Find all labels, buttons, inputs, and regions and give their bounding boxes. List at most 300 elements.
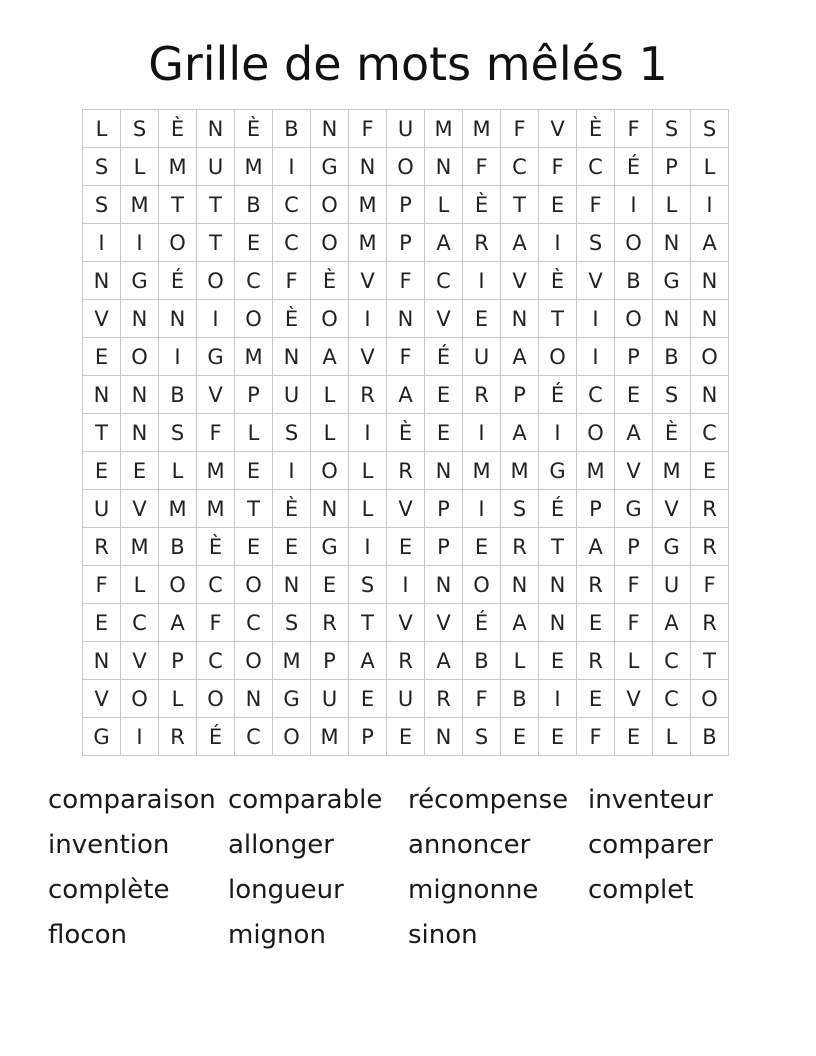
grid-cell[interactable]: L <box>349 490 387 528</box>
grid-cell[interactable]: R <box>425 680 463 718</box>
grid-cell[interactable]: É <box>425 338 463 376</box>
grid-cell[interactable]: S <box>159 414 197 452</box>
grid-cell[interactable]: E <box>387 718 425 756</box>
grid-cell[interactable]: C <box>653 642 691 680</box>
grid-cell[interactable]: E <box>425 376 463 414</box>
grid-cell[interactable]: I <box>349 528 387 566</box>
grid-cell[interactable]: G <box>197 338 235 376</box>
grid-cell[interactable]: S <box>121 110 159 148</box>
grid-cell[interactable]: È <box>311 262 349 300</box>
grid-cell[interactable]: N <box>121 300 159 338</box>
grid-cell[interactable]: I <box>83 224 121 262</box>
grid-cell[interactable]: M <box>121 186 159 224</box>
grid-cell[interactable]: O <box>311 186 349 224</box>
grid-cell[interactable]: R <box>463 224 501 262</box>
grid-cell[interactable]: G <box>311 528 349 566</box>
grid-cell[interactable]: A <box>501 224 539 262</box>
grid-cell[interactable]: N <box>425 452 463 490</box>
grid-cell[interactable]: I <box>349 300 387 338</box>
grid-cell[interactable]: I <box>121 718 159 756</box>
grid-cell[interactable]: O <box>539 338 577 376</box>
grid-cell[interactable]: C <box>235 718 273 756</box>
grid-cell[interactable]: G <box>653 528 691 566</box>
grid-cell[interactable]: M <box>197 490 235 528</box>
grid-cell[interactable]: P <box>425 490 463 528</box>
grid-cell[interactable]: R <box>691 604 729 642</box>
grid-cell[interactable]: L <box>653 186 691 224</box>
grid-cell[interactable]: E <box>83 604 121 642</box>
grid-cell[interactable]: A <box>159 604 197 642</box>
grid-cell[interactable]: O <box>387 148 425 186</box>
grid-cell[interactable]: O <box>159 224 197 262</box>
grid-cell[interactable]: G <box>539 452 577 490</box>
grid-cell[interactable]: C <box>273 186 311 224</box>
grid-cell[interactable]: M <box>653 452 691 490</box>
grid-cell[interactable]: B <box>501 680 539 718</box>
grid-cell[interactable]: L <box>425 186 463 224</box>
word-list-item: annoncer <box>408 830 531 860</box>
grid-cell[interactable]: È <box>539 262 577 300</box>
grid-cell[interactable]: C <box>501 148 539 186</box>
grid-cell[interactable]: F <box>387 262 425 300</box>
grid-cell[interactable]: T <box>197 186 235 224</box>
grid-cell[interactable]: A <box>501 604 539 642</box>
grid-cell[interactable]: N <box>425 148 463 186</box>
grid-cell[interactable]: A <box>311 338 349 376</box>
grid-cell[interactable]: L <box>159 680 197 718</box>
grid-cell[interactable]: N <box>349 148 387 186</box>
grid-cell[interactable]: S <box>273 604 311 642</box>
grid-cell[interactable]: S <box>501 490 539 528</box>
grid-cell[interactable]: M <box>235 338 273 376</box>
grid-cell[interactable]: R <box>501 528 539 566</box>
grid-cell[interactable]: L <box>691 148 729 186</box>
grid-cell[interactable]: O <box>121 680 159 718</box>
grid-cell[interactable]: N <box>83 642 121 680</box>
grid-cell[interactable]: S <box>273 414 311 452</box>
grid-cell[interactable]: A <box>691 224 729 262</box>
grid-cell[interactable]: N <box>653 224 691 262</box>
grid-cell[interactable]: I <box>539 680 577 718</box>
grid-cell[interactable]: G <box>121 262 159 300</box>
grid-cell[interactable]: E <box>463 300 501 338</box>
word-list-item: longueur <box>228 875 344 905</box>
grid-cell[interactable]: U <box>197 148 235 186</box>
grid-cell[interactable]: N <box>311 490 349 528</box>
grid-cell[interactable]: G <box>615 490 653 528</box>
grid-cell[interactable]: U <box>653 566 691 604</box>
grid-cell[interactable]: P <box>615 528 653 566</box>
grid-cell[interactable]: M <box>197 452 235 490</box>
grid-cell[interactable]: L <box>121 148 159 186</box>
grid-cell[interactable]: I <box>691 186 729 224</box>
grid-cell[interactable]: M <box>159 148 197 186</box>
grid-cell[interactable]: F <box>197 414 235 452</box>
grid-cell[interactable]: P <box>387 186 425 224</box>
grid-cell[interactable]: V <box>387 490 425 528</box>
grid-cell[interactable]: R <box>159 718 197 756</box>
grid-cell[interactable]: F <box>539 148 577 186</box>
grid-cell[interactable]: A <box>425 642 463 680</box>
grid-cell[interactable]: M <box>463 452 501 490</box>
grid-cell[interactable]: F <box>691 566 729 604</box>
grid-cell[interactable]: P <box>501 376 539 414</box>
grid-cell[interactable]: O <box>311 224 349 262</box>
grid-cell[interactable]: L <box>235 414 273 452</box>
grid-cell[interactable]: I <box>615 186 653 224</box>
grid-cell[interactable]: F <box>501 110 539 148</box>
grid-cell[interactable]: P <box>653 148 691 186</box>
grid-cell[interactable]: I <box>463 262 501 300</box>
grid-cell[interactable]: P <box>349 718 387 756</box>
grid-cell[interactable]: M <box>577 452 615 490</box>
grid-cell[interactable]: T <box>539 528 577 566</box>
grid-cell[interactable]: E <box>691 452 729 490</box>
grid-cell[interactable]: N <box>273 338 311 376</box>
grid-cell[interactable]: R <box>349 376 387 414</box>
grid-cell[interactable]: O <box>311 452 349 490</box>
word-list-item: inventeur <box>588 785 713 815</box>
grid-cell[interactable]: M <box>159 490 197 528</box>
grid-cell[interactable]: C <box>121 604 159 642</box>
word-list-item: mignonne <box>408 875 539 905</box>
grid-cell[interactable]: A <box>501 338 539 376</box>
grid-cell[interactable]: E <box>463 528 501 566</box>
grid-cell[interactable]: R <box>577 642 615 680</box>
grid-cell[interactable]: É <box>615 148 653 186</box>
grid-cell[interactable]: O <box>463 566 501 604</box>
grid-cell[interactable]: R <box>577 566 615 604</box>
grid-cell[interactable]: U <box>311 680 349 718</box>
grid-cell[interactable]: I <box>273 148 311 186</box>
grid-cell[interactable]: O <box>235 642 273 680</box>
grid-cell[interactable]: E <box>83 452 121 490</box>
grid-cell[interactable]: U <box>463 338 501 376</box>
grid-cell[interactable]: É <box>539 376 577 414</box>
grid-cell[interactable]: N <box>425 718 463 756</box>
grid-cell[interactable]: L <box>311 414 349 452</box>
grid-cell[interactable]: V <box>197 376 235 414</box>
grid-cell[interactable]: I <box>463 414 501 452</box>
grid-cell[interactable]: N <box>197 110 235 148</box>
grid-cell[interactable]: A <box>653 604 691 642</box>
grid-cell[interactable]: C <box>577 148 615 186</box>
grid-cell[interactable]: M <box>235 148 273 186</box>
grid-cell[interactable]: V <box>425 604 463 642</box>
grid-cell[interactable]: N <box>235 680 273 718</box>
grid-cell[interactable]: È <box>235 110 273 148</box>
grid-cell[interactable]: E <box>387 528 425 566</box>
grid-cell[interactable]: B <box>615 262 653 300</box>
grid-cell[interactable]: N <box>311 110 349 148</box>
grid-cell[interactable]: B <box>691 718 729 756</box>
grid-cell[interactable]: È <box>577 110 615 148</box>
grid-cell[interactable]: V <box>615 452 653 490</box>
grid-cell[interactable]: I <box>577 300 615 338</box>
grid-cell[interactable]: I <box>121 224 159 262</box>
grid-cell[interactable]: B <box>273 110 311 148</box>
grid-cell[interactable]: N <box>273 566 311 604</box>
grid-cell[interactable]: M <box>349 224 387 262</box>
grid-cell[interactable]: E <box>501 718 539 756</box>
grid-cell[interactable]: I <box>197 300 235 338</box>
grid-cell[interactable]: E <box>539 186 577 224</box>
grid-cell[interactable]: O <box>577 414 615 452</box>
grid-cell[interactable]: U <box>273 376 311 414</box>
grid-cell[interactable]: F <box>615 566 653 604</box>
grid-cell[interactable]: T <box>539 300 577 338</box>
grid-cell[interactable]: S <box>653 110 691 148</box>
grid-cell[interactable]: O <box>159 566 197 604</box>
grid-cell[interactable]: G <box>311 148 349 186</box>
grid-cell[interactable]: T <box>83 414 121 452</box>
grid-cell[interactable]: É <box>463 604 501 642</box>
grid-cell[interactable]: V <box>121 490 159 528</box>
grid-cell[interactable]: È <box>159 110 197 148</box>
grid-cell[interactable]: É <box>159 262 197 300</box>
grid-cell[interactable]: A <box>577 528 615 566</box>
grid-cell[interactable]: M <box>121 528 159 566</box>
grid-cell[interactable]: S <box>577 224 615 262</box>
grid-cell[interactable]: F <box>463 148 501 186</box>
grid-cell[interactable]: N <box>501 566 539 604</box>
grid-cell[interactable]: O <box>121 338 159 376</box>
grid-cell[interactable]: E <box>615 718 653 756</box>
grid-cell[interactable]: N <box>121 376 159 414</box>
grid-cell[interactable]: U <box>387 110 425 148</box>
grid-cell[interactable]: E <box>311 566 349 604</box>
grid-cell[interactable]: R <box>691 528 729 566</box>
grid-cell[interactable]: È <box>273 300 311 338</box>
grid-cell[interactable]: N <box>501 300 539 338</box>
grid-cell[interactable]: O <box>197 680 235 718</box>
grid-cell[interactable]: S <box>691 110 729 148</box>
grid-cell[interactable]: V <box>425 300 463 338</box>
grid-cell[interactable]: M <box>463 110 501 148</box>
grid-cell[interactable]: V <box>577 262 615 300</box>
grid-cell[interactable]: B <box>159 528 197 566</box>
grid-cell[interactable]: N <box>387 300 425 338</box>
grid-cell[interactable]: M <box>425 110 463 148</box>
grid-cell[interactable]: O <box>615 224 653 262</box>
grid-cell[interactable]: L <box>501 642 539 680</box>
grid-cell[interactable]: L <box>159 452 197 490</box>
grid-cell[interactable]: T <box>197 224 235 262</box>
grid-cell[interactable]: L <box>653 718 691 756</box>
grid-cell[interactable]: A <box>425 224 463 262</box>
grid-cell[interactable]: F <box>349 110 387 148</box>
grid-cell[interactable]: U <box>387 680 425 718</box>
grid-cell[interactable]: È <box>463 186 501 224</box>
grid-cell[interactable]: S <box>349 566 387 604</box>
grid-cell[interactable]: T <box>159 186 197 224</box>
grid-row <box>83 528 729 566</box>
grid-cell[interactable]: N <box>539 604 577 642</box>
grid-cell[interactable]: E <box>235 528 273 566</box>
grid-cell[interactable]: É <box>197 718 235 756</box>
grid-cell[interactable]: B <box>653 338 691 376</box>
grid-cell[interactable]: F <box>197 604 235 642</box>
grid-cell[interactable]: E <box>539 718 577 756</box>
grid-cell[interactable]: N <box>83 376 121 414</box>
grid-cell[interactable]: C <box>235 604 273 642</box>
grid-cell[interactable]: N <box>691 262 729 300</box>
grid-cell[interactable]: R <box>387 452 425 490</box>
grid-cell[interactable]: I <box>539 414 577 452</box>
grid-cell[interactable]: F <box>273 262 311 300</box>
grid-cell[interactable]: F <box>615 604 653 642</box>
grid-cell[interactable]: È <box>273 490 311 528</box>
grid-cell[interactable]: V <box>121 642 159 680</box>
grid-cell[interactable]: I <box>577 338 615 376</box>
grid-cell[interactable]: G <box>83 718 121 756</box>
grid-cell[interactable]: L <box>349 452 387 490</box>
grid-row <box>83 110 729 148</box>
grid-cell[interactable]: I <box>387 566 425 604</box>
grid-cell[interactable]: C <box>577 376 615 414</box>
grid-cell[interactable]: E <box>349 680 387 718</box>
grid-cell[interactable]: T <box>235 490 273 528</box>
grid-cell[interactable]: V <box>349 262 387 300</box>
grid-cell[interactable]: A <box>349 642 387 680</box>
grid-cell[interactable]: I <box>539 224 577 262</box>
grid-cell[interactable]: C <box>235 262 273 300</box>
grid-cell[interactable]: F <box>83 566 121 604</box>
grid-cell[interactable]: È <box>387 414 425 452</box>
grid-cell[interactable]: P <box>235 376 273 414</box>
grid-cell[interactable]: E <box>235 452 273 490</box>
grid-cell[interactable]: M <box>501 452 539 490</box>
grid-cell[interactable]: N <box>653 300 691 338</box>
grid-cell[interactable]: V <box>387 604 425 642</box>
grid-cell[interactable]: O <box>197 262 235 300</box>
grid-cell[interactable]: V <box>83 680 121 718</box>
grid-cell[interactable]: F <box>615 110 653 148</box>
grid-cell[interactable]: U <box>83 490 121 528</box>
grid-cell[interactable]: L <box>121 566 159 604</box>
grid-cell[interactable]: T <box>349 604 387 642</box>
grid-cell[interactable]: G <box>653 262 691 300</box>
grid-cell[interactable]: G <box>273 680 311 718</box>
grid-cell[interactable]: E <box>121 452 159 490</box>
grid-cell[interactable]: E <box>577 680 615 718</box>
grid-cell[interactable]: R <box>691 490 729 528</box>
grid-cell[interactable]: I <box>273 452 311 490</box>
grid-cell[interactable]: I <box>349 414 387 452</box>
grid-cell[interactable]: F <box>387 338 425 376</box>
grid-cell[interactable]: È <box>653 414 691 452</box>
grid-cell[interactable]: N <box>691 376 729 414</box>
grid-cell[interactable]: S <box>653 376 691 414</box>
grid-cell[interactable]: I <box>463 490 501 528</box>
grid-cell[interactable]: A <box>501 414 539 452</box>
grid-cell[interactable]: C <box>197 566 235 604</box>
grid-cell[interactable]: S <box>83 148 121 186</box>
grid-cell[interactable]: O <box>691 680 729 718</box>
grid-cell[interactable]: B <box>235 186 273 224</box>
grid-cell[interactable]: S <box>83 186 121 224</box>
grid-cell[interactable]: V <box>539 110 577 148</box>
grid-cell[interactable]: V <box>653 490 691 528</box>
grid-cell[interactable]: O <box>273 718 311 756</box>
grid-cell[interactable]: O <box>615 300 653 338</box>
grid-cell[interactable]: O <box>311 300 349 338</box>
grid-cell[interactable]: N <box>83 262 121 300</box>
grid-cell[interactable]: V <box>349 338 387 376</box>
grid-cell[interactable]: E <box>235 224 273 262</box>
grid-cell[interactable]: A <box>387 376 425 414</box>
grid-cell[interactable]: P <box>425 528 463 566</box>
grid-cell[interactable]: V <box>615 680 653 718</box>
grid-cell[interactable]: C <box>273 224 311 262</box>
grid-cell[interactable]: E <box>83 338 121 376</box>
grid-cell[interactable]: C <box>691 414 729 452</box>
grid-cell[interactable]: R <box>387 642 425 680</box>
grid-cell[interactable]: P <box>387 224 425 262</box>
grid-cell[interactable]: T <box>501 186 539 224</box>
page-title: Grille de mots mêlés 1 <box>148 37 668 91</box>
grid-cell[interactable]: N <box>691 300 729 338</box>
grid-cell[interactable]: R <box>311 604 349 642</box>
grid-cell[interactable]: L <box>615 642 653 680</box>
grid-cell[interactable]: E <box>425 414 463 452</box>
grid-cell[interactable]: F <box>577 186 615 224</box>
grid-cell[interactable]: F <box>577 718 615 756</box>
grid-cell[interactable]: M <box>273 642 311 680</box>
grid-cell[interactable]: E <box>577 604 615 642</box>
grid-cell[interactable]: C <box>197 642 235 680</box>
word-list-item: mignon <box>228 920 326 950</box>
grid-cell[interactable]: E <box>273 528 311 566</box>
grid-row <box>83 718 729 756</box>
grid-cell[interactable]: P <box>311 642 349 680</box>
grid-cell[interactable]: N <box>159 300 197 338</box>
grid-cell[interactable]: C <box>653 680 691 718</box>
grid-cell[interactable]: R <box>463 376 501 414</box>
grid-cell[interactable]: I <box>159 338 197 376</box>
grid-cell[interactable]: E <box>539 642 577 680</box>
grid-cell[interactable]: N <box>121 414 159 452</box>
grid-cell[interactable]: A <box>615 414 653 452</box>
grid-cell[interactable]: V <box>501 262 539 300</box>
grid-cell[interactable]: N <box>425 566 463 604</box>
grid-cell[interactable]: R <box>83 528 121 566</box>
grid-cell[interactable]: M <box>349 186 387 224</box>
grid-cell[interactable]: T <box>691 642 729 680</box>
grid-cell[interactable]: B <box>463 642 501 680</box>
grid-cell[interactable]: P <box>615 338 653 376</box>
grid-cell[interactable]: V <box>83 300 121 338</box>
grid-cell[interactable]: P <box>159 642 197 680</box>
grid-cell[interactable]: È <box>197 528 235 566</box>
grid-cell[interactable]: M <box>311 718 349 756</box>
grid-cell[interactable]: F <box>463 680 501 718</box>
grid-cell[interactable]: E <box>615 376 653 414</box>
grid-cell[interactable]: B <box>159 376 197 414</box>
grid-cell[interactable]: N <box>539 566 577 604</box>
grid-cell[interactable]: O <box>235 566 273 604</box>
grid-cell[interactable]: S <box>463 718 501 756</box>
grid-row <box>83 680 729 718</box>
grid-cell[interactable]: L <box>83 110 121 148</box>
grid-cell[interactable]: É <box>539 490 577 528</box>
grid-cell[interactable]: P <box>577 490 615 528</box>
word-list-item: sinon <box>408 920 478 950</box>
grid-cell[interactable]: C <box>425 262 463 300</box>
grid-cell[interactable]: O <box>235 300 273 338</box>
grid-cell[interactable]: L <box>311 376 349 414</box>
grid-cell[interactable]: O <box>691 338 729 376</box>
